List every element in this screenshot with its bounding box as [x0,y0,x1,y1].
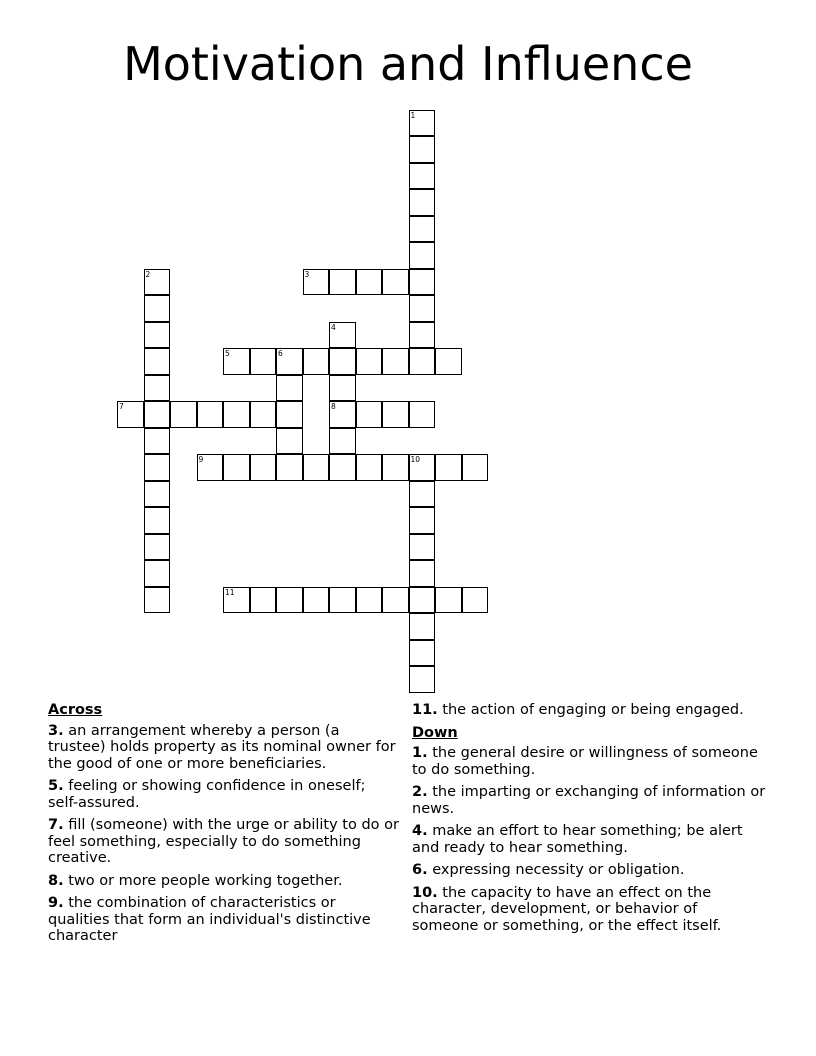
grid-cell[interactable] [250,454,277,481]
grid-cell[interactable] [329,375,356,402]
grid-cell[interactable] [462,454,489,481]
grid-cell[interactable] [144,454,171,481]
grid-cell[interactable] [223,348,250,375]
grid-cell[interactable] [409,295,436,322]
down-heading: Down [412,724,458,741]
clue-number-label: 5 [225,349,230,358]
clue-across-3 [48,723,400,773]
grid-cell[interactable] [144,348,171,375]
grid-cell[interactable] [356,269,383,296]
grid-cell[interactable] [144,322,171,349]
grid-cell[interactable] [276,348,303,375]
clue-text: feeling or showing confidence in oneself; self-assured. [48,778,366,811]
grid-cell[interactable] [144,295,171,322]
grid-cell[interactable] [144,507,171,534]
grid-cell[interactable] [435,348,462,375]
grid-cell[interactable] [303,269,330,296]
clue-number: 5. [48,778,64,794]
clue-down-10 [412,885,768,935]
grid-cell[interactable] [117,401,144,428]
grid-cell[interactable] [303,587,330,614]
grid-cell[interactable] [276,587,303,614]
clue-across-9 [48,895,400,945]
grid-cell[interactable] [435,454,462,481]
grid-cell[interactable] [409,507,436,534]
clue-text: two or more people working together. [68,872,343,889]
grid-cell[interactable] [144,534,171,561]
grid-cell[interactable] [144,428,171,455]
grid-cell[interactable] [356,348,383,375]
puzzle-title: Motivation and Influence [123,37,693,91]
grid-cell[interactable] [409,454,436,481]
grid-cell[interactable] [197,401,224,428]
grid-cell[interactable] [276,428,303,455]
clue-number-label: 9 [198,455,204,464]
clue-number-label: 8 [331,402,336,411]
grid-cell[interactable] [409,189,436,216]
clue-number: 8. [48,872,64,889]
grid-cell[interactable] [329,454,356,481]
clue-text: make an effort to hear something; be alert and ready to hear something. [412,823,743,856]
clue-number-label: 3 [304,269,310,279]
grid-cell[interactable] [303,348,330,375]
clue-across-5 [48,778,400,811]
grid-cell[interactable] [356,401,383,428]
across-clues [48,702,400,951]
grid-cell[interactable] [409,401,436,428]
clue-text: the imparting or exchanging of information or news. [412,784,766,817]
grid-cell[interactable] [144,401,171,428]
grid-cell[interactable] [409,534,436,561]
grid-cell[interactable] [409,110,436,137]
grid-cell[interactable] [409,587,436,614]
clue-number-label: 10 [410,455,421,464]
grid-cell[interactable] [144,560,171,587]
grid-cell[interactable] [382,401,409,428]
grid-cell[interactable] [170,401,197,428]
grid-cell[interactable] [329,269,356,296]
clue-number: 6. [412,862,428,878]
grid-cell[interactable] [197,454,224,481]
grid-cell[interactable] [276,454,303,481]
clue-text: an arrangement whereby a person (a trustee) holds property as its nominal owner for the good of one or more beneficiaries. [48,722,396,772]
across-heading: Across [48,702,103,718]
clue-down-2 [412,784,768,817]
grid-cell[interactable] [409,242,436,269]
clue-down-4 [412,823,768,856]
grid-cell[interactable] [382,454,409,481]
clue-number-label: 4 [331,322,336,332]
clue-number: 9. [48,895,64,911]
clue-across-8 [48,873,400,890]
grid-cell[interactable] [329,428,356,455]
clue-down-6 [412,862,768,879]
grid-cell[interactable] [144,375,171,402]
grid-cell[interactable] [250,401,277,428]
grid-cell[interactable] [223,587,250,614]
grid-cell[interactable] [329,401,356,428]
clue-number: 4. [412,823,428,839]
clue-number-label: 7 [119,402,124,411]
grid-cell[interactable] [356,454,383,481]
clue-down-1 [412,745,768,778]
right-clue-column [412,702,768,940]
grid-cell[interactable] [303,454,330,481]
clue-text: expressing necessity or obligation. [432,862,685,878]
grid-cell[interactable] [276,375,303,402]
grid-cell[interactable] [409,613,436,640]
clue-across-7 [48,817,400,867]
grid-cell[interactable] [144,481,171,508]
grid-cell[interactable] [409,640,436,667]
clue-number: 10. [412,884,438,901]
grid-cell[interactable] [409,136,436,163]
clue-text: the combination of characteristics or qualities that form an individual's distinctive character [48,895,371,944]
grid-cell[interactable] [329,587,356,614]
grid-cell[interactable] [409,163,436,190]
clue-number-label: 2 [145,269,151,279]
grid-cell[interactable] [223,401,250,428]
grid-cell[interactable] [276,401,303,428]
grid-cell[interactable] [144,269,171,296]
grid-cell[interactable] [409,322,436,349]
clue-number: 1. [412,745,428,761]
grid-cell[interactable] [409,481,436,508]
grid-cell[interactable] [250,348,277,375]
clue-number: 2. [412,784,428,800]
grid-cell[interactable] [462,587,489,614]
clue-number-label: 11 [225,587,235,597]
clue-text: the general desire or willingness of someone to do something. [412,745,758,778]
clue-text: the action of engaging or being engaged. [442,702,744,718]
grid-cell[interactable] [382,269,409,296]
grid-cell[interactable] [382,348,409,375]
grid-cell[interactable] [409,216,436,243]
grid-cell[interactable] [329,322,356,349]
grid-cell[interactable] [409,560,436,587]
grid-cell[interactable] [250,587,277,614]
clue-number: 7. [48,817,64,833]
grid-cell[interactable] [329,348,356,375]
grid-cell[interactable] [356,587,383,614]
clue-number-label: 6 [278,349,283,358]
clue-number-label: 1 [410,110,416,120]
clue-number: 11. [412,702,438,718]
clue-text: the capacity to have an effect on the character, development, or behavior of someone or something, or the effect itself. [412,884,722,934]
clue-text: fill (someone) with the urge or ability to do or feel something, especially to do something creative. [48,817,399,866]
clue-number: 3. [48,722,64,739]
grid-cell[interactable] [144,587,171,614]
clue-across-11 [412,702,768,719]
grid-cell[interactable] [435,587,462,614]
grid-cell[interactable] [409,348,436,375]
grid-cell[interactable] [409,269,436,296]
grid-cell[interactable] [409,666,436,693]
grid-cell[interactable] [382,587,409,614]
grid-cell[interactable] [223,454,250,481]
